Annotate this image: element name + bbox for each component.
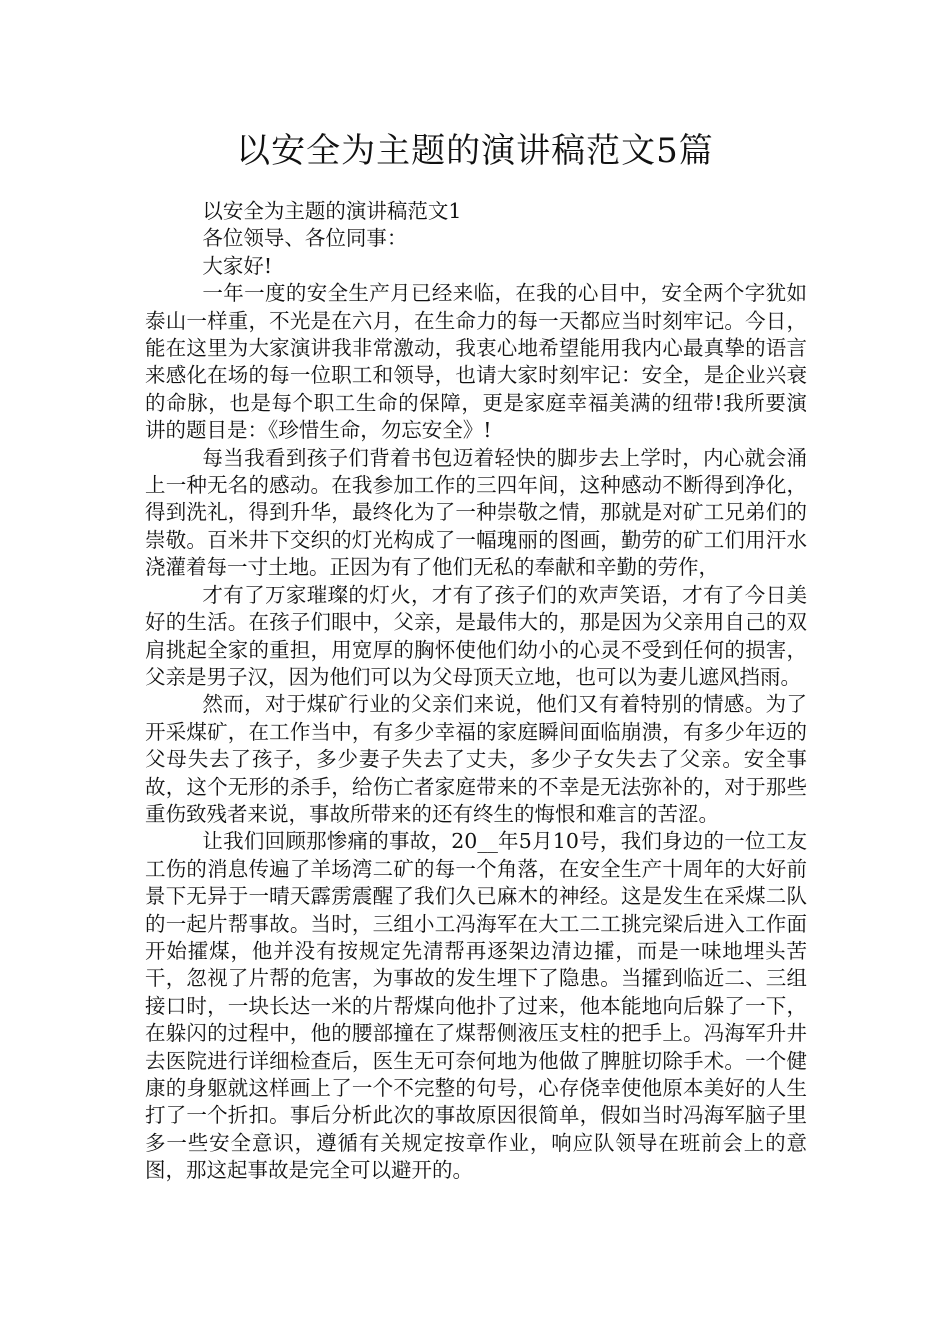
paragraph: 一年一度的安全生产月已经来临，在我的心目中，安全两个字犹如泰山一样重，不光是在六月，在生命力的每一天都应当时刻牢记。今日，能在这里为大家演讲我非常激动，我衷心地希望能用我内心最真挚的语言来感化在场的每一位职工和领导，也请大家时刻牢记：安全，是企业兴衰的命脉，也是每个职工生命的保障，更是家庭幸福美满的纽带!我所要演讲的题目是：《珍惜生命，勿忘安全》! (145, 281, 807, 443)
paragraph: 才有了万家璀璨的灯火，才有了孩子们的欢声笑语，才有了今日美好的生活。在孩子们眼中，父亲，是最伟大的，那是因为父亲用自己的双肩挑起全家的重担，用宽厚的胸怀使他们幼小的心灵不受到任何的损害，父亲是男子汉，因为他们可以为父母顶天立地，也可以为妻儿遮风挡雨。 (145, 582, 807, 689)
salutation: 各位领导、各位同事： (202, 226, 408, 251)
speech-subtitle: 以安全为主题的演讲稿范文1 (202, 199, 462, 223)
document-title: 以安全为主题的演讲稿范文5篇 (236, 131, 714, 171)
paragraph: 然而，对于煤矿行业的父亲们来说，他们又有着特别的情感。为了开采煤矿，在工作当中，有多少幸福的家庭瞬间面临崩溃，有多少年迈的父母失去了孩子，多少妻子失去了丈夫，多少子女失去了父亲。安全事故，这个无形的杀手，给伤亡者家庭带来的不幸是无法弥补的，对于那些重伤致残者来说，事故所带来的还有终生的悔恨和难言的苦涩。 (145, 692, 807, 826)
paragraph: 每当我看到孩子们背着书包迈着轻快的脚步去上学时，内心就会涌上一种无名的感动。在我参加工作的三四年间，这种感动不断得到净化，得到洗礼，得到升华，最终化为了一种崇敬之情，那就是对矿工兄弟们的崇敬。百米井下交织的灯光构成了一幅瑰丽的图画，勤劳的矿工们用汗水浇灌着每一寸土地。正因为有了他们无私的奉献和辛勤的劳作， (145, 445, 807, 580)
document-body (145, 198, 807, 1185)
paragraph: 让我们回顾那惨痛的事故，20__年5月10号，我们身边的一位工友工伤的消息传遍了羊场湾二矿的每一个角落，在安全生产十周年的大好前景下无异于一晴天霹雳震醒了我们久已麻木的神经。这是发生在采煤二队的一起片帮事故。当时，三组小工冯海军在大工二工挑完梁后进入工作面开始攉煤，他并没有按规定先清帮再逐架边清边攉，而是一味地埋头苦干，忽视了片帮的危害，为事故的发生埋下了隐患。当攉到临近二、三组接口时，一块长达一米的片帮煤向他扑了过来，他本能地向后躲了一下，在躲闪的过程中，他的腰部撞在了煤帮侧液压支柱的把手上。冯海军升井去医院进行详细检查后，医生无可奈何地为他做了脾脏切除手术。一个健康的身躯就这样画上了一个不完整的句号，心存侥幸使他原本美好的人生打了一个折扣。事后分析此次的事故原因很简单，假如当时冯海军脑子里多一些安全意识，遵循有关规定按章作业，响应队领导在班前会上的意图，那这起事故是完全可以避开的。 (145, 829, 807, 1183)
greeting: 大家好! (202, 253, 273, 278)
